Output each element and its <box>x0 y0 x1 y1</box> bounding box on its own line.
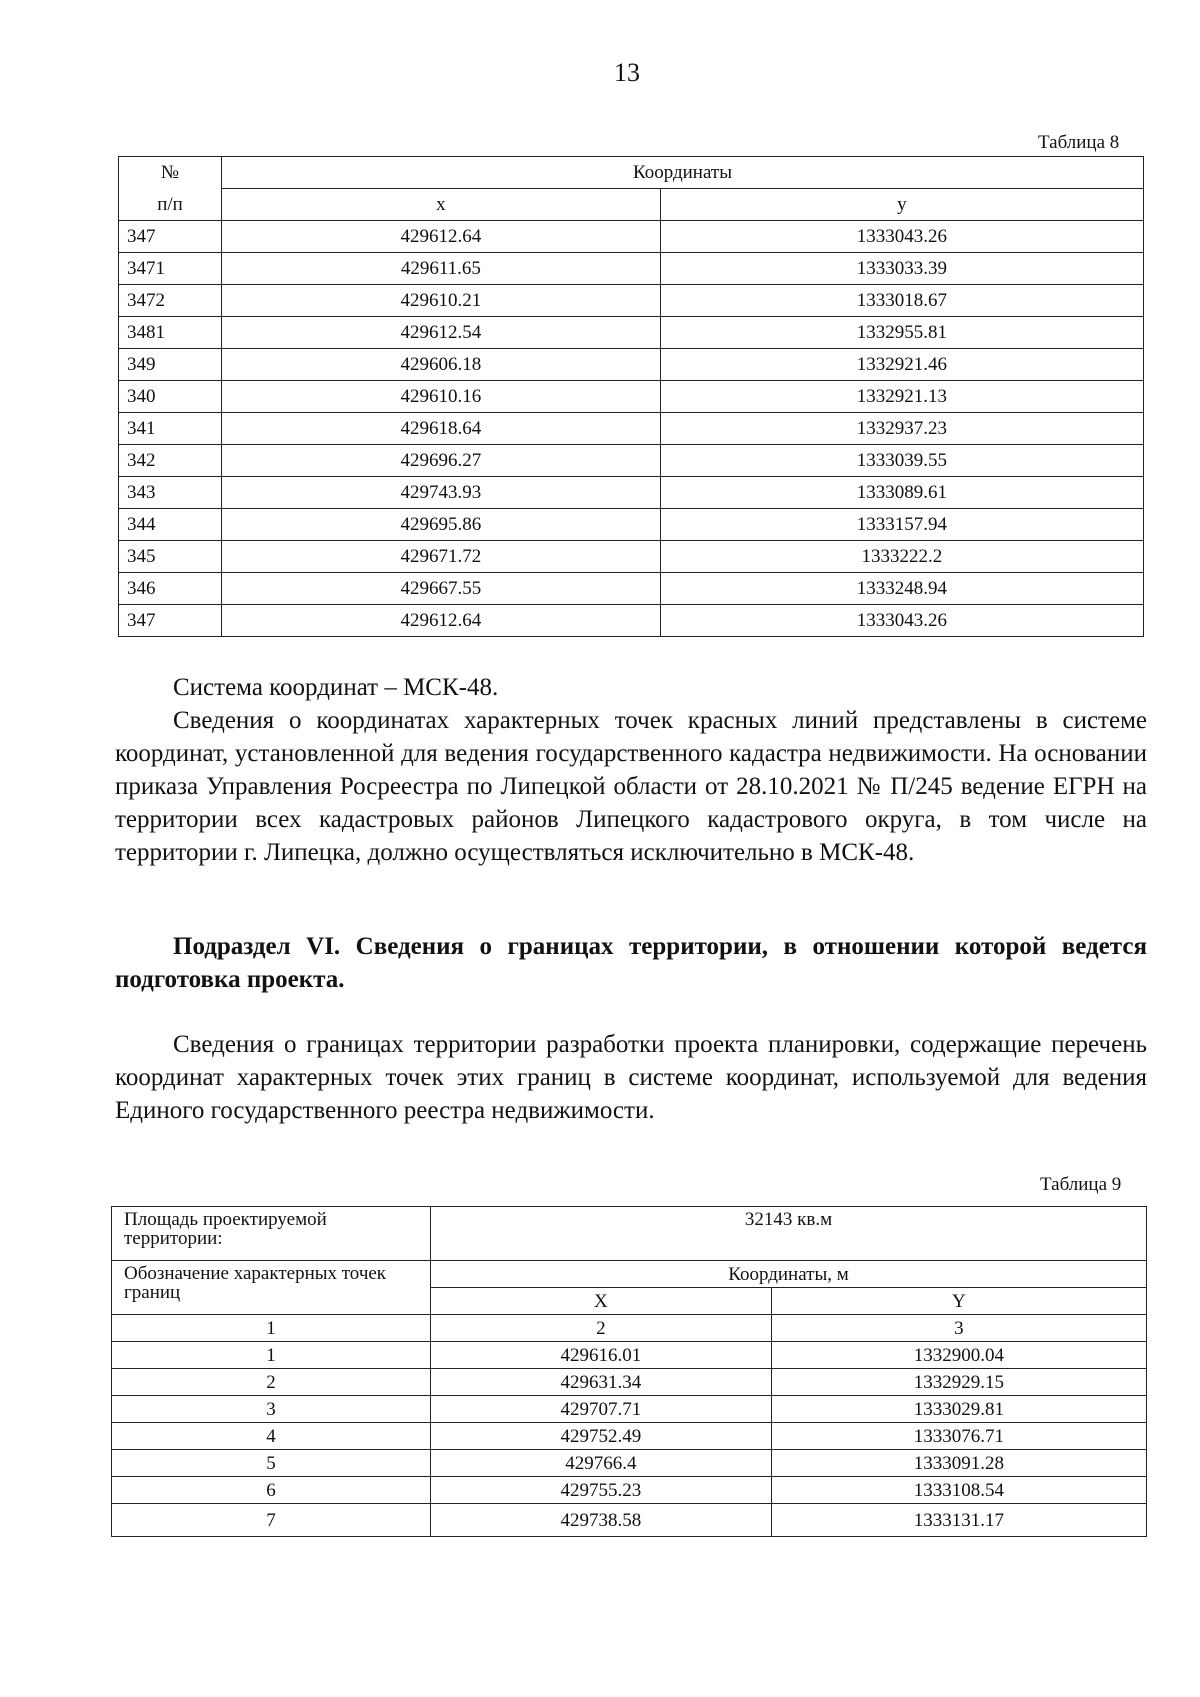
table-row <box>119 541 1144 573</box>
point-number-cell: 2 <box>112 1369 431 1396</box>
header-y: Y <box>771 1288 1146 1315</box>
index-cell-1: 1 <box>112 1315 431 1342</box>
point-number-cell: 343 <box>119 477 222 509</box>
x-cell: 429766.4 <box>431 1450 772 1477</box>
y-cell: 1333076.71 <box>771 1423 1146 1450</box>
coords-header-row <box>112 1261 1147 1288</box>
x-cell: 429743.93 <box>222 477 661 509</box>
x-cell: 429612.64 <box>222 221 661 253</box>
x-cell: 429610.21 <box>222 285 661 317</box>
y-cell: 1332900.04 <box>771 1342 1146 1369</box>
x-cell: 429755.23 <box>431 1477 772 1504</box>
point-number-cell: 3481 <box>119 317 222 349</box>
header-y: y <box>660 189 1143 221</box>
coordinates-info-paragraph: Сведения о координатах характерных точек красных линий представлены в системе координат, установленной для ведения государственного кадастра недвижимости. На основании приказа Управления Росреестра по Липецкой области от 28.10.2021 № П/245 ведение ЕГРН на территории всех кадастровых районов Липецкого кадастрового округа, в том числе на территории г. Липецка, должно осуществляться исключительно в МСК-48. <box>115 707 1147 866</box>
table-row <box>119 381 1144 413</box>
table-row <box>112 1342 1147 1369</box>
point-number-cell: 344 <box>119 509 222 541</box>
y-cell: 1333043.26 <box>660 605 1143 637</box>
table-row <box>112 1504 1147 1537</box>
y-cell: 1333157.94 <box>660 509 1143 541</box>
y-cell: 1333131.17 <box>771 1504 1146 1537</box>
table-row <box>112 1369 1147 1396</box>
point-number-cell: 347 <box>119 605 222 637</box>
point-number-cell: 6 <box>112 1477 431 1504</box>
y-cell: 1333039.55 <box>660 445 1143 477</box>
header-num-bottom: п/п <box>119 189 222 221</box>
point-number-cell: 346 <box>119 573 222 605</box>
y-cell: 1332937.23 <box>660 413 1143 445</box>
y-cell: 1332921.13 <box>660 381 1143 413</box>
point-number-cell: 347 <box>119 221 222 253</box>
table9 <box>111 1206 1147 1537</box>
point-number-cell: 345 <box>119 541 222 573</box>
point-number-cell: 342 <box>119 445 222 477</box>
header-num-top: № <box>119 157 222 189</box>
x-cell: 429631.34 <box>431 1369 772 1396</box>
table8-header-row <box>119 157 1144 189</box>
y-cell: 1333033.39 <box>660 253 1143 285</box>
x-cell: 429738.58 <box>431 1504 772 1537</box>
x-cell: 429752.49 <box>431 1423 772 1450</box>
y-cell: 1333091.28 <box>771 1450 1146 1477</box>
point-number-cell: 340 <box>119 381 222 413</box>
x-cell: 429707.71 <box>431 1396 772 1423</box>
x-cell: 429611.65 <box>222 253 661 285</box>
point-number-cell: 1 <box>112 1342 431 1369</box>
y-cell: 1333108.54 <box>771 1477 1146 1504</box>
x-cell: 429612.64 <box>222 605 661 637</box>
table-row <box>119 349 1144 381</box>
point-number-cell: 3 <box>112 1396 431 1423</box>
table-row <box>119 477 1144 509</box>
y-cell: 1332921.46 <box>660 349 1143 381</box>
area-row <box>112 1207 1147 1261</box>
y-cell: 1332929.15 <box>771 1369 1146 1396</box>
point-number-cell: 349 <box>119 349 222 381</box>
point-number-cell: 3471 <box>119 253 222 285</box>
y-cell: 1333222.2 <box>660 541 1143 573</box>
page-number: 13 <box>614 58 640 87</box>
x-cell: 429606.18 <box>222 349 661 381</box>
x-cell: 429667.55 <box>222 573 661 605</box>
y-cell: 1333043.26 <box>660 221 1143 253</box>
table9-caption: Таблица 9 <box>1040 1174 1122 1195</box>
table-row <box>112 1396 1147 1423</box>
y-cell: 1333018.67 <box>660 285 1143 317</box>
area-label: Площадь проектируемой территории: <box>112 1207 431 1261</box>
table-row <box>119 253 1144 285</box>
x-cell: 429695.86 <box>222 509 661 541</box>
header-x: x <box>222 189 661 221</box>
point-number-cell: 4 <box>112 1423 431 1450</box>
table-row <box>119 285 1144 317</box>
x-cell: 429616.01 <box>431 1342 772 1369</box>
x-cell: 429612.54 <box>222 317 661 349</box>
x-cell: 429610.16 <box>222 381 661 413</box>
x-cell: 429696.27 <box>222 445 661 477</box>
table8-subheader-row <box>119 189 1144 221</box>
point-number-cell: 341 <box>119 413 222 445</box>
coordinate-system-line: Система координат – МСК-48. <box>173 674 499 701</box>
table-row <box>119 445 1144 477</box>
point-number-cell: 3472 <box>119 285 222 317</box>
x-cell: 429671.72 <box>222 541 661 573</box>
index-row <box>112 1315 1147 1342</box>
table-row <box>119 413 1144 445</box>
table8-caption: Таблица 8 <box>1038 132 1120 153</box>
header-x: X <box>431 1288 772 1315</box>
table-row <box>119 605 1144 637</box>
points-label: Обозначение характерных точек границ <box>112 1261 431 1315</box>
table-row <box>112 1423 1147 1450</box>
table-row <box>119 317 1144 349</box>
section-heading: Подраздел VI. Сведения о границах территории, в отношении которой ведется подготовка проекта. <box>115 933 1147 993</box>
y-cell: 1333248.94 <box>660 573 1143 605</box>
table-row <box>112 1450 1147 1477</box>
header-coordinates: Координаты <box>222 157 1144 189</box>
index-cell-2: 2 <box>431 1315 772 1342</box>
table-row <box>119 221 1144 253</box>
y-cell: 1332955.81 <box>660 317 1143 349</box>
point-number-cell: 5 <box>112 1450 431 1477</box>
point-number-cell: 7 <box>112 1504 431 1537</box>
y-cell: 1333089.61 <box>660 477 1143 509</box>
area-value: 32143 кв.м <box>431 1207 1147 1261</box>
index-cell-3: 3 <box>771 1315 1146 1342</box>
table-row <box>119 509 1144 541</box>
table8 <box>118 156 1144 637</box>
table-row <box>119 573 1144 605</box>
y-cell: 1333029.81 <box>771 1396 1146 1423</box>
x-cell: 429618.64 <box>222 413 661 445</box>
table-row <box>112 1477 1147 1504</box>
boundaries-info-paragraph: Сведения о границах территории разработки проекта планировки, содержащие перечень координат характерных точек этих границ в системе координат, используемой для ведения Единого государственного реестра недвижимости. <box>115 1031 1147 1124</box>
coordinates-header: Координаты, м <box>431 1261 1147 1288</box>
